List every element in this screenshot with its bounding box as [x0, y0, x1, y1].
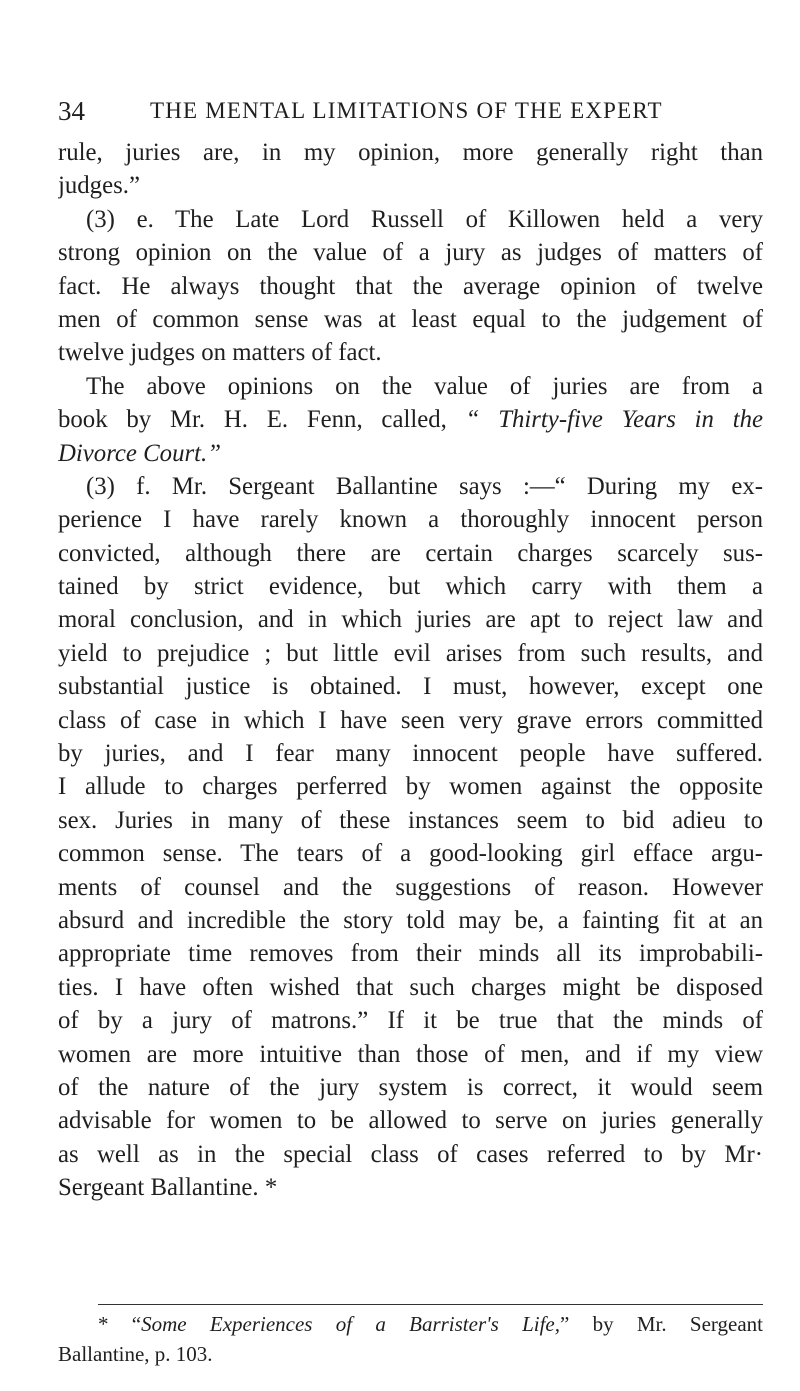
footnote-line	[58, 1309, 763, 1339]
text-line: ments of counsel and the suggestions of reason. However	[58, 873, 763, 901]
text-line: moral conclusion, and in which juries are apt to reject law and	[58, 606, 763, 634]
footnote-close-quote: ”	[560, 1312, 570, 1336]
text-line: substantial justice is obtained. I must, however, except one	[58, 673, 763, 701]
body-text	[58, 136, 763, 1205]
text-line	[58, 403, 763, 436]
text-line: of the nature of the jury system is correct, it would seem	[58, 1073, 763, 1101]
text-line: men of common sense was at least equal to the judgement of	[58, 305, 763, 333]
text-span: book by Mr. H. E. Fenn, called,	[58, 406, 447, 434]
text-line: advisable for women to be allowed to serve on juries generally	[58, 1107, 763, 1135]
text-line: yield to prejudice ; but little evil arises from such results, and	[58, 639, 763, 667]
text-line: (3) f. Mr. Sergeant Ballantine says :—“ During my ex-	[86, 472, 763, 500]
footnote-line: Ballantine, p. 103.	[58, 1342, 213, 1366]
footnote-book-title: Some Experiences of a Barrister's Life,	[141, 1312, 560, 1336]
text-line: I allude to charges perferred by women against the opposite	[58, 773, 763, 801]
page-header	[58, 94, 763, 128]
text-line: (3) e. The Late Lord Russell of Killowen held a very	[86, 205, 763, 233]
text-line: fact. He always thought that the average opinion of twelve	[58, 272, 763, 300]
footnote-author: by Mr. Sergeant	[592, 1312, 764, 1336]
text-line: perience I have rarely known a thoroughly innocent person	[58, 506, 763, 534]
text-line: of by a jury of matrons.” If it be true that the minds of	[58, 1007, 763, 1035]
footnote-marker: *	[98, 1312, 109, 1336]
text-line: Sergeant Ballantine. *	[58, 1174, 278, 1202]
running-head: THE MENTAL LIMITATIONS OF THE EXPERT	[150, 98, 663, 123]
text-line: judges.”	[58, 172, 140, 200]
text-line: absurd and incredible the story told may be, a fainting fit at an	[58, 906, 763, 934]
footnote	[58, 1309, 763, 1369]
book-title-continued: Divorce Court.”	[58, 439, 222, 467]
text-line: rule, juries are, in my opinion, more generally right than	[58, 139, 763, 166]
text-line: tained by strict evidence, but which carry with them a	[58, 573, 763, 601]
text-line: ties. I have often wished that such charges might be disposed	[58, 973, 763, 1001]
book-title: “ Thirty-five Years in the	[465, 406, 763, 434]
text-line: by juries, and I fear many innocent people have suffered.	[58, 740, 763, 768]
text-line: sex. Juries in many of these instances seem to bid adieu to	[58, 806, 763, 834]
text-line: appropriate time removes from their minds all its improbabili-	[58, 940, 763, 968]
text-line: twelve judges on matters of fact.	[58, 339, 382, 367]
text-line: The above opinions on the value of juries are from a	[86, 372, 763, 400]
text-line: as well as in the special class of cases referred to by Mr·	[58, 1140, 763, 1168]
text-line: strong opinion on the value of a jury as judges of matters of	[58, 239, 763, 267]
text-line: class of case in which I have seen very grave errors committed	[58, 706, 763, 734]
text-line: common sense. The tears of a good-looking girl efface argu-	[58, 840, 763, 868]
text-line: convicted, although there are certain charges scarcely sus-	[58, 539, 763, 567]
footnote-divider	[98, 1304, 763, 1305]
page-number: 34	[58, 96, 85, 126]
footnote-open-quote: “	[131, 1312, 142, 1336]
text-line: women are more intuitive than those of men, and if my view	[58, 1040, 763, 1068]
